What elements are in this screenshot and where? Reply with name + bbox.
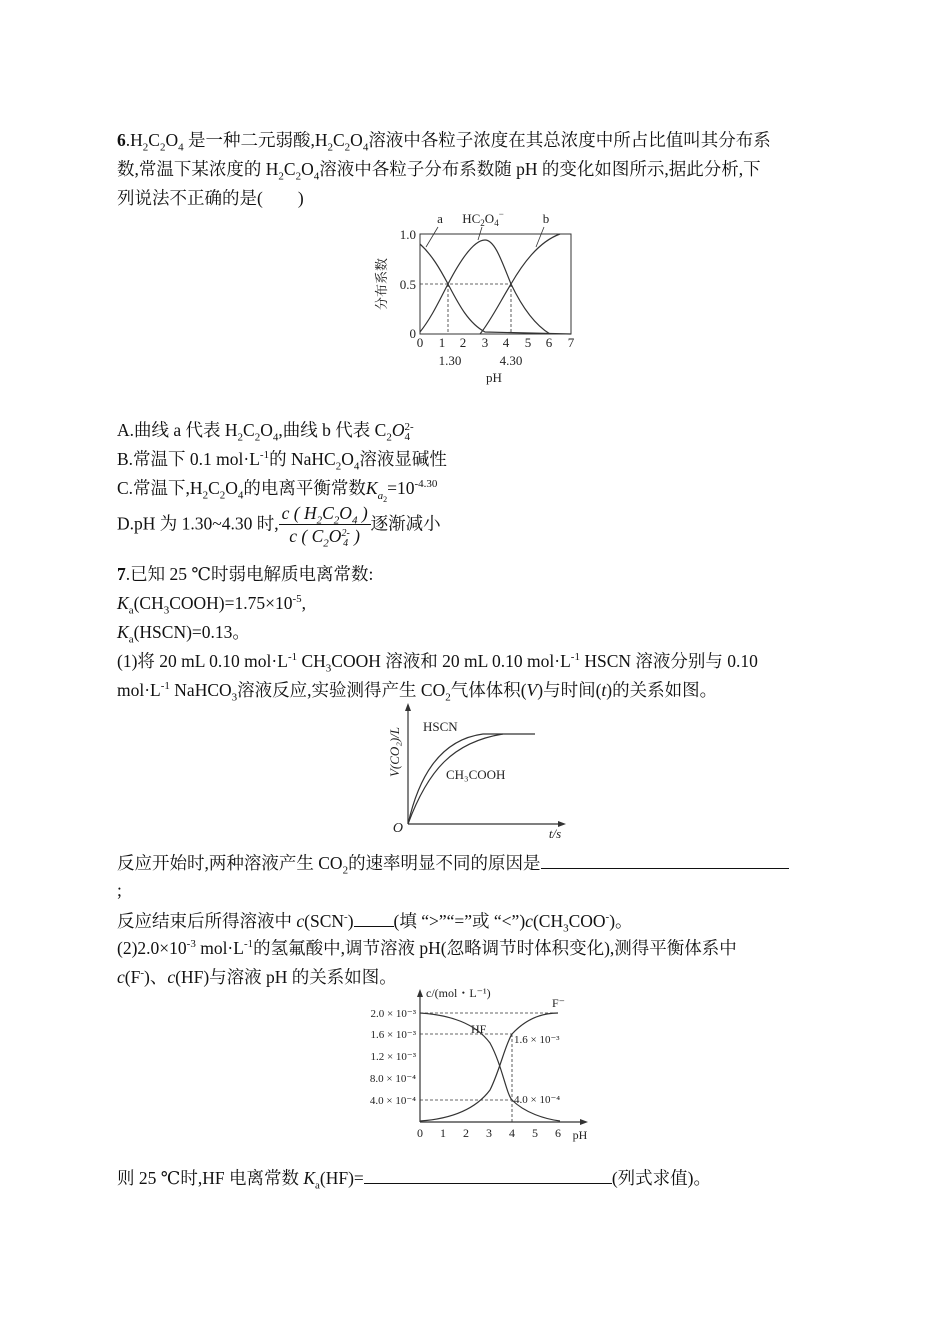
label-ch3cooh: CH₃COOH	[446, 767, 506, 782]
co2-volume-chart	[383, 700, 583, 840]
q6-option-d: D.pH 为 1.30~4.30 时, c ( $H_2C_2O_4$ ) c ( $C_2O$ 2- 4 ) 逐渐减小	[117, 503, 441, 550]
ytick: 0	[409, 326, 416, 341]
q6-option-c: C.常温下$,H_2C_2O_4$的电离平衡常数$K_{a_2}=10^{-4.30}$	[117, 478, 438, 504]
label-f: F⁻	[552, 996, 566, 1010]
q7-part2-line1: $(2)2.0\times 10^{-3}$ $mol\cdot L^{-1}$的氢氟酸中,调节溶液 pH(忽略调节时体积变化),测得平衡体系中	[117, 938, 737, 958]
ytick: 1.0	[399, 227, 416, 242]
label-hc2o4: $HC_2O_4^-$	[462, 209, 504, 228]
ytick: 0.5	[399, 277, 416, 292]
answer-blank-3[interactable]	[364, 1165, 612, 1184]
q6-option-b: B.常温下 0.1 $mol\cdot L^{-1}$的 $NaHC_2O_4$溶液显碱性	[117, 449, 447, 473]
q6-option-a: A.曲线 a 代表 $H_2C_2O_4$,曲线 b 代表 $C_2O$ 2- 4	[117, 420, 414, 444]
xtick: 6	[555, 1126, 561, 1140]
xtick: 0	[417, 1126, 423, 1140]
xtick: 6	[545, 335, 553, 350]
q7-intro: 7.已知 25 ℃时弱电解质电离常数:	[117, 564, 374, 584]
label-hscn: HSCN	[423, 719, 458, 734]
xtick: 1	[440, 1126, 446, 1140]
distribution-chart	[370, 207, 585, 387]
xtick: 4	[509, 1126, 515, 1140]
x-axis-label: t/s	[548, 826, 562, 840]
q7-part1-line2: $mol\cdot L^{-1}$ NaHCO$_3$溶液反应,实验测得产生 $CO_2$气体体积(V)与时间(t)的关系如图。	[117, 680, 718, 704]
xtick: 0	[416, 335, 424, 350]
y-axis-label: V(CO₂)/L	[387, 726, 402, 778]
q6-stem-line2: 数,常温下某浓度的 $H_2C_2O_4$溶液中各粒子分布系数随 pH 的变化如图所示,据此分析,下	[117, 159, 761, 183]
label-a: a	[437, 211, 443, 226]
x-axis-label: pH	[572, 1128, 588, 1142]
answer-blank-2[interactable]	[354, 908, 394, 927]
q6-stem-line3: 列说法不正确的是( )	[117, 188, 304, 208]
q7-ka1: $K_a(CH_3COOH)=1.75\times 10^{-5}$,	[117, 593, 307, 617]
mark-4-30: 4.30	[499, 353, 523, 368]
label-hf: HF	[471, 1022, 487, 1036]
origin-label: O	[392, 821, 403, 836]
hf-concentration-chart	[340, 985, 610, 1145]
x-axis-label: pH	[486, 370, 502, 385]
q7-part1-q1: 反应开始时,两种溶液产生 $CO_2$的速率明显不同的原因是	[117, 850, 789, 874]
xtick: 3	[481, 335, 489, 350]
xtick: 7	[567, 335, 575, 350]
mark-1-30: 1.30	[438, 353, 462, 368]
label-b: b	[542, 211, 550, 226]
ytick: 1.2 × 10⁻³	[370, 1051, 416, 1063]
y-axis-label: 分布系数	[374, 257, 389, 311]
annotation-1: 1.6 × 10⁻³	[514, 1034, 560, 1046]
xtick: 2	[459, 335, 467, 350]
q7-part2-question: 则 25 ℃时,HF 电离常数 $K_a(HF)=$ (列式求值)。	[117, 1165, 711, 1189]
ytick: 4.0 × 10⁻⁴	[369, 1095, 416, 1107]
answer-blank-1[interactable]	[541, 850, 789, 869]
q6-stem-line1: $6.H_2C_2O_4$ 是一种二元弱酸$,H_2C_2O_4$溶液中各粒子浓度在其总浓度中所占比值叫其分布系	[117, 130, 771, 154]
curve-hc2o4	[420, 240, 550, 334]
q7-ka2: $K_a(HSCN)=0.13$。	[117, 622, 250, 646]
q7-part1-q2: 反应结束后所得溶液中 c(SCN-) (填 “>”“=”或 “$<”)c(CH_3COO^-)$。	[117, 908, 633, 932]
q7-part2-line2: c(F-)、c(HF)与溶液 pH 的关系如图。	[117, 967, 397, 987]
ytick: 2.0 × 10⁻³	[370, 1008, 416, 1020]
xtick: 4	[502, 335, 510, 350]
curve-a	[420, 244, 571, 334]
ytick: 8.0 × 10⁻⁴	[369, 1073, 416, 1085]
fraction: c ( $H_2C_2O_4$ ) c ( $C_2O$ 2- 4 )	[279, 502, 371, 549]
q7-part1-q1-end: ;	[117, 880, 122, 900]
q7-part1-line1: (1)将 20 mL 0.10 $mol\cdot L^{-1}$ $CH_3COOH$ 溶液和 20 mL 0.10 $mol\cdot L^{-1}$ HSCN 溶液分别与 0.10	[117, 651, 758, 675]
ytick: 1.6 × 10⁻³	[370, 1029, 416, 1041]
xtick: 3	[486, 1126, 492, 1140]
xtick: 5	[532, 1126, 538, 1140]
annotation-2: 4.0 × 10⁻⁴	[514, 1094, 561, 1106]
xtick: 5	[524, 335, 532, 350]
xtick: 1	[438, 335, 446, 350]
y-axis-label: c/(mol・L⁻¹)	[426, 986, 491, 1000]
xtick: 2	[463, 1126, 469, 1140]
